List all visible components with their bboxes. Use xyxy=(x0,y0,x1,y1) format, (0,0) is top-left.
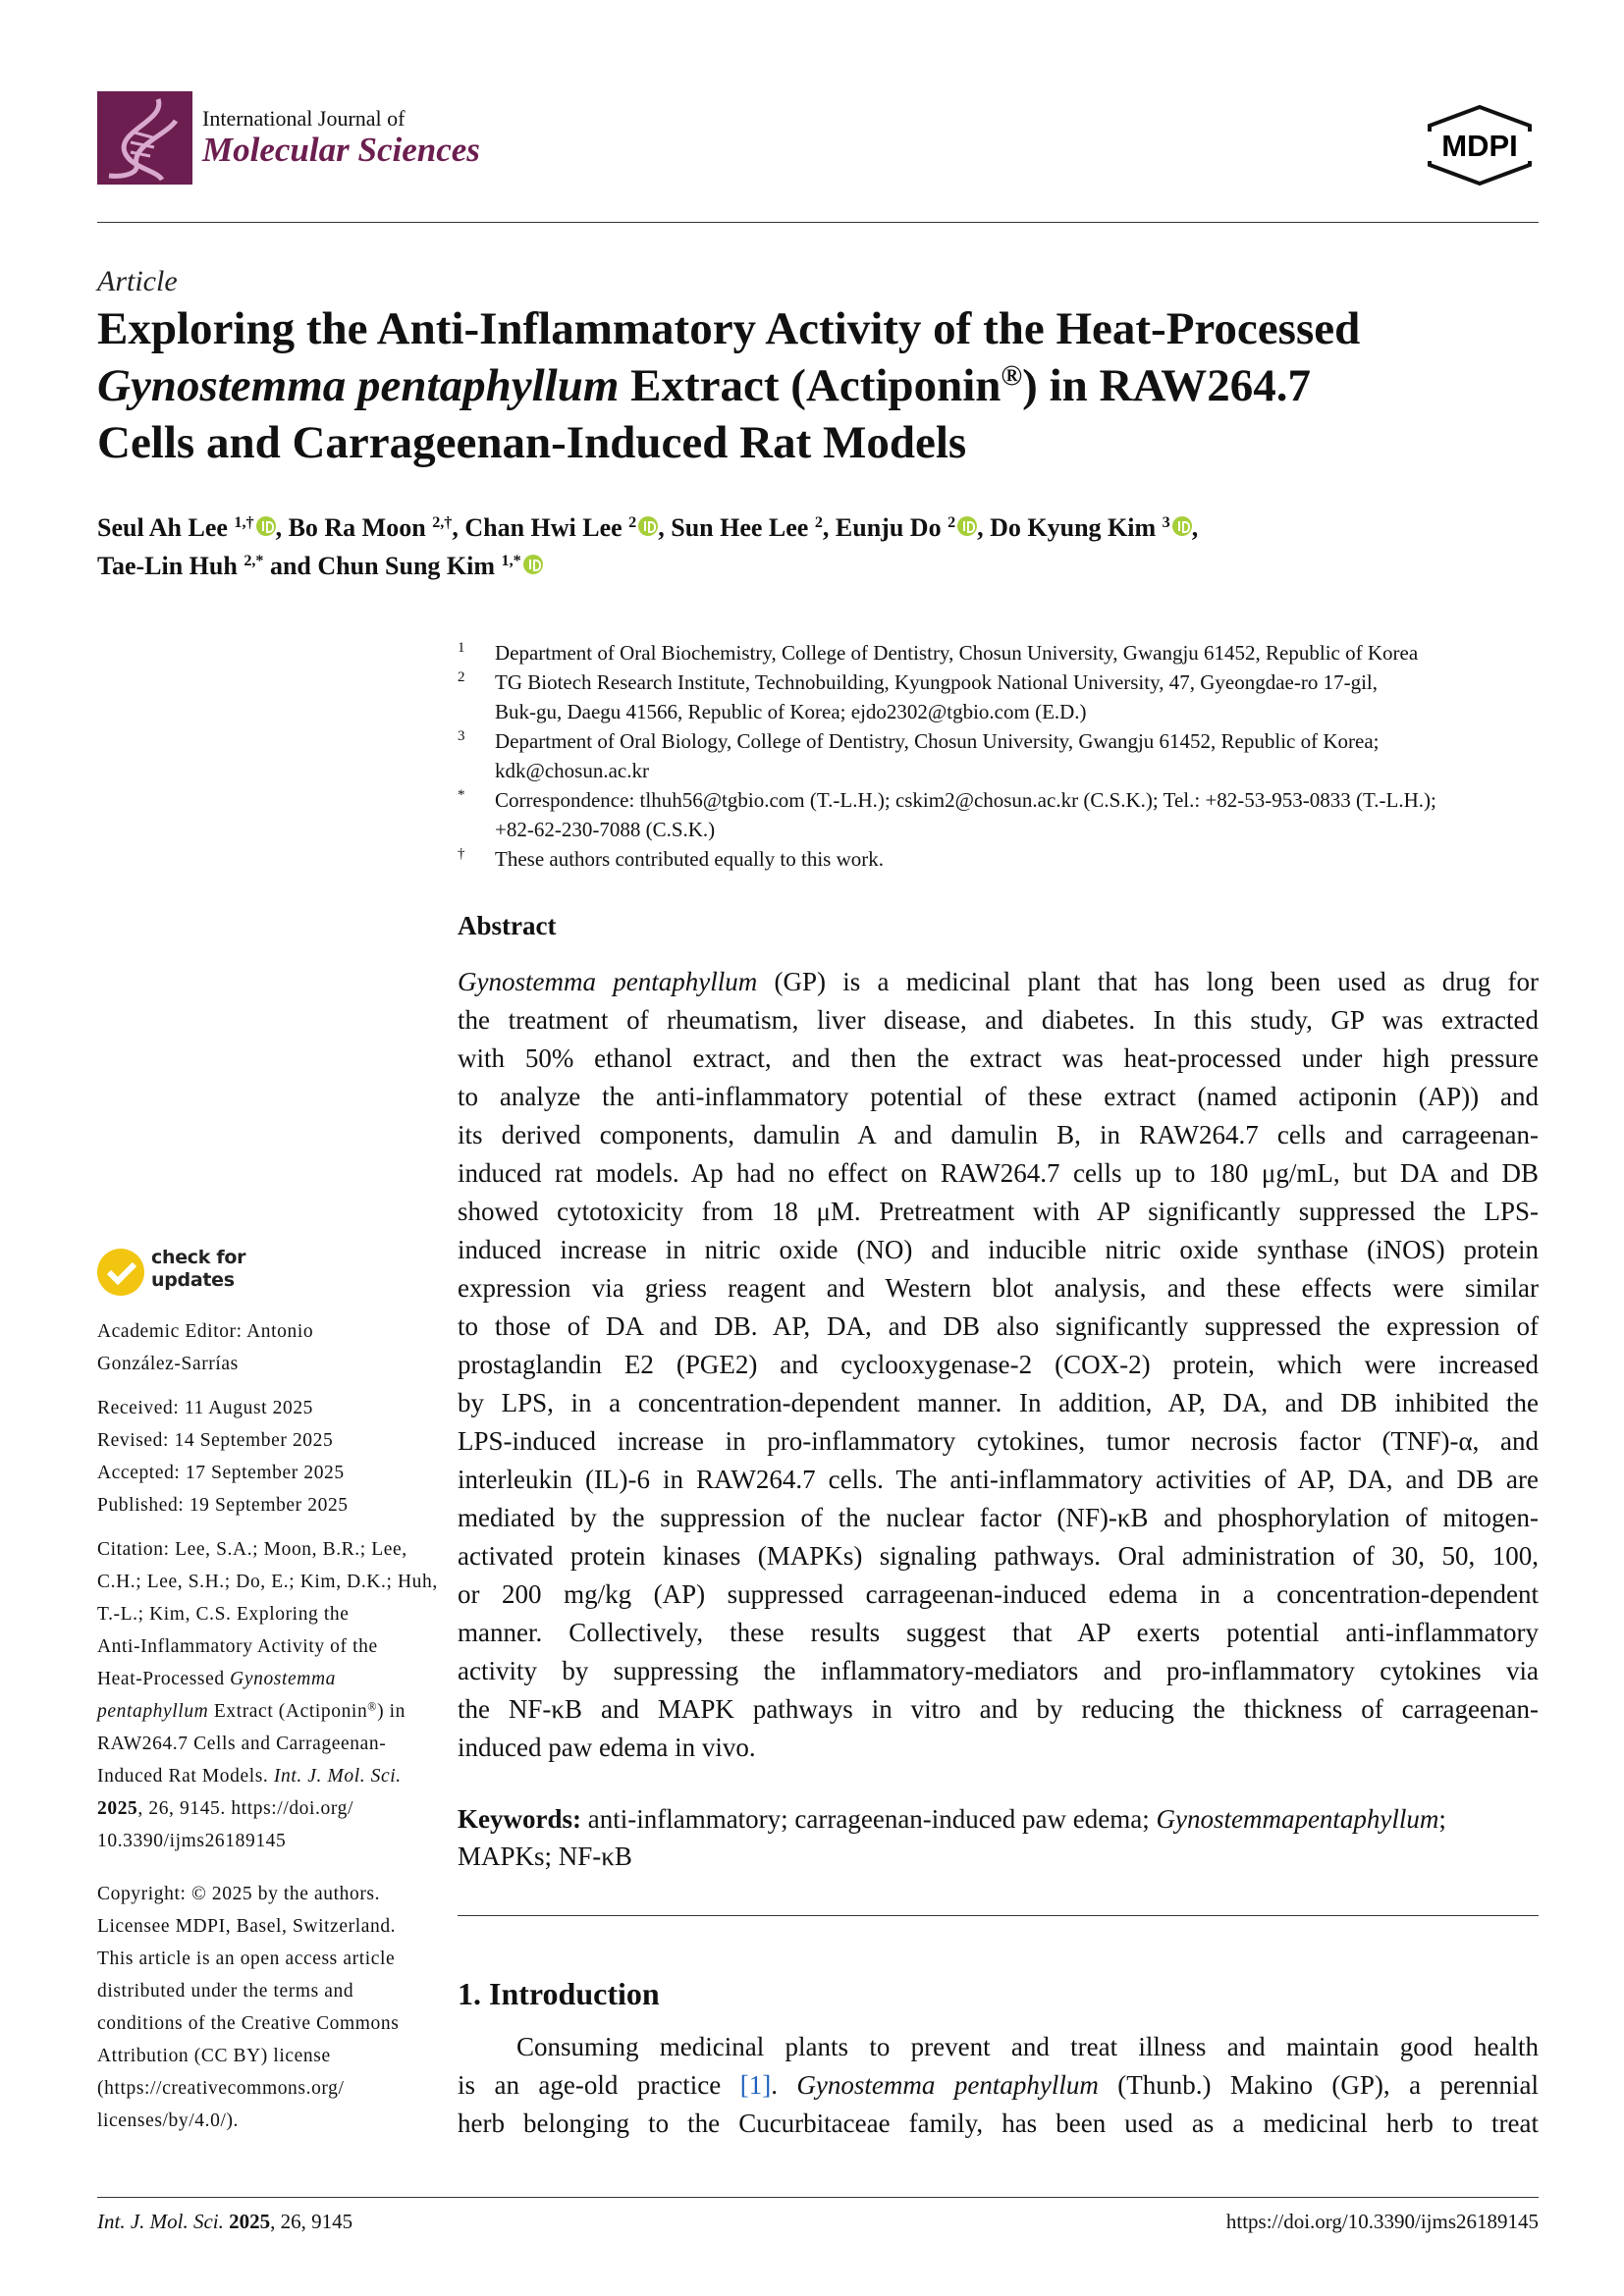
text-run: expression via griess reagent and Western blot analysis, and these effects were similar xyxy=(458,1273,1539,1303)
abstract-heading: Abstract xyxy=(458,911,557,940)
text-run: licenses/by/4.0/). xyxy=(97,2110,240,2131)
affiliation-line: TG Biotech Research Institute, Technobuilding, Kyungpook National University, 47, Gyeongdae-ro 17-gil, xyxy=(495,670,1379,694)
affiliation-item xyxy=(458,785,1547,844)
text-run: Published: 19 September 2025 xyxy=(97,1495,349,1516)
affiliation-marker: 2 xyxy=(458,669,465,685)
text-line xyxy=(458,1308,1539,1346)
text-line xyxy=(97,1663,431,1695)
affiliation-marker: 1 xyxy=(458,640,465,656)
affiliations xyxy=(458,638,1547,874)
text-line xyxy=(458,2028,1539,2066)
journal-name-line2: Molecular Sciences xyxy=(202,131,480,169)
affiliation-line: Correspondence: tlhuh56@tgbio.com (T.-L.H.); cskim2@chosun.ac.kr (C.S.K.); Tel.: +82-53-953-0833 (T.-L.H.); xyxy=(495,788,1436,812)
affiliation-item xyxy=(458,638,1547,667)
text-run: Seul Ah Lee xyxy=(97,513,235,542)
author-list xyxy=(97,508,1198,585)
affiliation-line: Department of Oral Biology, College of Dentistry, Chosun University, Gwangju 61452, Republic of Korea; xyxy=(495,729,1380,753)
bold-text: Keywords: xyxy=(458,1804,581,1834)
text-run: Accepted: 17 September 2025 xyxy=(97,1463,345,1483)
text-run: induced rat models. Ap had no effect on RAW264.7 cells up to 180 μg/mL, but DA and DB xyxy=(458,1158,1539,1188)
text-run: RAW264.7 Cells and Carrageenan- xyxy=(97,1734,387,1754)
text-line xyxy=(458,1078,1539,1116)
text-run: Citation: Lee, S.A.; Moon, B.R.; Lee, xyxy=(97,1539,407,1560)
text-run: conditions of the Creative Commons xyxy=(97,2013,400,2034)
text-line xyxy=(97,1825,431,1857)
text-line xyxy=(458,2105,1539,2143)
journal-name xyxy=(202,106,480,169)
affiliation-line: +82-62-230-7088 (C.S.K.) xyxy=(495,818,716,841)
text-run: González-Sarrías xyxy=(97,1354,239,1374)
text-run: Tae-Lin Huh xyxy=(97,552,244,580)
text-run: (https://creativecommons.org/ xyxy=(97,2078,345,2099)
mdpi-logo xyxy=(1420,104,1540,187)
affiliation-line: kdk@chosun.ac.kr xyxy=(495,759,649,782)
italic-text: Int. J. Mol. Sci. xyxy=(97,2210,224,2233)
text-line xyxy=(97,1489,431,1522)
text-line xyxy=(97,357,1550,414)
dna-icon xyxy=(97,91,192,185)
affiliation-item xyxy=(458,726,1547,785)
bold-text: 2025 xyxy=(97,1798,138,1819)
text-run: , Bo Ra Moon xyxy=(275,513,433,542)
text-run: mediated by the suppression of the nuclear factor (NF)-κB and phosphorylation of mitogen- xyxy=(458,1503,1539,1532)
superscript: 2 xyxy=(947,514,956,532)
text-line xyxy=(458,1838,1539,1875)
text-line xyxy=(458,1269,1539,1308)
text-line xyxy=(97,508,1198,547)
text-line xyxy=(97,1878,431,1910)
text-run: Copyright: © 2025 by the authors. xyxy=(97,1884,381,1904)
text-run: activity by suppressing the inflammatory-mediators and pro-inflammatory cytokines via xyxy=(458,1656,1539,1685)
text-run: , Chan Hwi Lee xyxy=(452,513,629,542)
text-line xyxy=(458,1116,1539,1154)
text-line xyxy=(458,1499,1539,1537)
text-line xyxy=(97,2105,431,2137)
italic-text: pentaphyllum xyxy=(97,1701,209,1722)
journal-name-line1: International Journal of xyxy=(202,106,406,131)
text-run: anti-inflammatory; carrageenan-induced paw edema; xyxy=(580,1804,1157,1834)
text-run: manner. Collectively, these results suggest that AP exerts potential anti-inflammatory xyxy=(458,1618,1539,1647)
article-type: Article xyxy=(97,265,178,297)
text-line xyxy=(97,1630,431,1663)
sidebar-editor xyxy=(97,1315,431,1380)
text-run: Induced Rat Models. xyxy=(97,1766,274,1787)
text-run: and Chun Sung Kim xyxy=(263,552,502,580)
text-run: the NF-κB and MAPK pathways in vitro and by reducing the thickness of carrageenan- xyxy=(458,1694,1539,1724)
text-line xyxy=(458,1193,1539,1231)
text-run: Revised: 14 September 2025 xyxy=(97,1430,334,1451)
text-run: , Eunju Do xyxy=(822,513,948,542)
text-run: This article is an open access article xyxy=(97,1949,396,1969)
orcid-icon[interactable] xyxy=(1172,516,1192,536)
section-divider xyxy=(458,1915,1539,1916)
text-line xyxy=(458,1422,1539,1461)
text-run: by LPS, in a concentration-dependent manner. In addition, AP, DA, and DB inhibited the xyxy=(458,1388,1539,1417)
introduction-body xyxy=(458,2028,1539,2143)
bold-text: 2025 xyxy=(229,2210,271,2233)
italic-text: Gynostemma pentaphyllum xyxy=(97,360,620,411)
text-line xyxy=(458,1040,1539,1078)
italic-text: Gynostemma xyxy=(230,1669,336,1689)
text-run: distributed under the terms and xyxy=(97,1981,354,2002)
superscript: 2,† xyxy=(432,514,453,532)
footer-citation xyxy=(97,2210,352,2234)
text-line xyxy=(97,1792,431,1825)
sidebar-copyright xyxy=(97,1878,431,2137)
text-run: its derived components, damulin A and damulin B, in RAW264.7 cells and carrageenan- xyxy=(458,1120,1539,1149)
orcid-icon[interactable] xyxy=(957,516,977,536)
introduction-heading: 1. Introduction xyxy=(458,1976,660,2011)
text-line xyxy=(97,1760,431,1792)
italic-text: Gynostemma pentaphyllum xyxy=(796,2070,1099,2100)
text-line xyxy=(97,1566,438,1598)
journal-logo xyxy=(97,91,192,185)
text-line xyxy=(97,2072,431,2105)
text-line xyxy=(97,1392,431,1424)
text-run: , Sun Hee Lee xyxy=(658,513,815,542)
text-run: ) in xyxy=(377,1701,406,1722)
italic-text: Int. J. Mol. Sci. xyxy=(273,1766,402,1787)
text-line xyxy=(458,1800,1539,1838)
text-run: T.-L.; Kim, C.S. Exploring the xyxy=(97,1604,350,1625)
text-line xyxy=(97,1695,431,1728)
text-line xyxy=(458,2066,1539,2105)
text-run: (GP) is a medicinal plant that has long been used as drug for xyxy=(757,967,1539,996)
sidebar-citation xyxy=(97,1533,438,1857)
text-run: Heat-Processed xyxy=(97,1669,231,1689)
text-line xyxy=(97,300,1550,357)
text-line xyxy=(97,1598,431,1630)
affiliation-line: Department of Oral Biochemistry, College of Dentistry, Chosun University, Gwangju 61452, Republic of Korea xyxy=(495,641,1419,665)
text-line xyxy=(97,1457,431,1489)
text-run: showed cytotoxicity from 18 μM. Pretreatment with AP significantly suppressed the LPS- xyxy=(458,1197,1539,1226)
text-line xyxy=(458,1461,1539,1499)
superscript: ® xyxy=(1001,359,1023,392)
text-run: prostaglandin E2 (PGE2) and cyclooxygenase-2 (COX-2) protein, which were increased xyxy=(458,1350,1539,1379)
text-run: interleukin (IL)-6 in RAW264.7 cells. The anti-inflammatory activities of AP, DA, and DB are xyxy=(458,1465,1539,1494)
text-line xyxy=(458,1384,1539,1422)
superscript: 2,* xyxy=(244,553,264,570)
text-run: 10.3390/ijms26189145 xyxy=(97,1831,287,1851)
sidebar-dates xyxy=(97,1392,431,1522)
text-line xyxy=(97,547,1198,585)
article-title xyxy=(97,300,1550,471)
text-run: is an age-old practice xyxy=(458,2070,740,2100)
text-run: Extract (Actiponin xyxy=(619,360,1001,411)
superscript: ® xyxy=(367,1699,378,1714)
affiliation-marker: * xyxy=(458,787,465,803)
mdpi-logo-text: MDPI xyxy=(1441,129,1518,163)
italic-text: Gynostemmapentaphyllum xyxy=(1156,1804,1439,1834)
text-line xyxy=(97,2040,431,2072)
text-line xyxy=(458,1537,1539,1575)
text-run: , 26, 9145 xyxy=(270,2210,353,2233)
superscript: 1,* xyxy=(501,553,521,570)
header-divider xyxy=(97,222,1539,223)
affiliation-marker: 3 xyxy=(458,728,465,744)
text-run: C.H.; Lee, S.H.; Do, E.; Kim, D.K.; Huh, xyxy=(97,1572,438,1592)
text-line xyxy=(458,1690,1539,1729)
text-line xyxy=(97,1943,431,1975)
keywords xyxy=(458,1800,1539,1875)
text-run: ; xyxy=(1438,1804,1446,1834)
text-run: with 50% ethanol extract, and then the extract was heat-processed under high pressure xyxy=(458,1043,1539,1073)
check-for-updates-badge[interactable] xyxy=(97,1245,254,1300)
text-line xyxy=(97,1975,431,2007)
text-line xyxy=(458,1001,1539,1040)
footer-doi-link[interactable]: https://doi.org/10.3390/ijms26189145 xyxy=(1225,2210,1539,2233)
text-run: activated protein kinases (MAPKs) signaling pathways. Oral administration of 30, 50, 100, xyxy=(458,1541,1539,1571)
text-line xyxy=(97,1315,431,1348)
text-run: induced paw edema in vivo. xyxy=(458,1733,756,1762)
text-run: Exploring the Anti-Inflammatory Activity of the Heat-Processed xyxy=(97,303,1361,354)
affiliation-item xyxy=(458,844,1547,874)
text-line xyxy=(97,414,1550,471)
superscript: 2 xyxy=(628,514,637,532)
text-line xyxy=(458,1154,1539,1193)
text-line xyxy=(97,1728,431,1760)
text-line xyxy=(458,1652,1539,1690)
affiliation-line: These authors contributed equally to this work. xyxy=(495,847,884,871)
text-run: Licensee MDPI, Basel, Switzerland. xyxy=(97,1916,397,1937)
text-run: or 200 mg/kg (AP) suppressed carrageenan-induced edema in a concentration-dependent xyxy=(458,1579,1539,1609)
text-line xyxy=(458,1614,1539,1652)
text-line xyxy=(97,1533,431,1566)
text-line xyxy=(458,963,1539,1001)
affiliation-item xyxy=(458,667,1547,726)
text-run: , xyxy=(1191,513,1199,542)
text-run: ) in RAW264.7 xyxy=(1022,360,1311,411)
text-run: herb belonging to the Cucurbitaceae family, has been used as a medicinal herb to treat xyxy=(458,2109,1539,2138)
superscript: 3 xyxy=(1162,514,1170,532)
text-line xyxy=(97,1424,431,1457)
text-run: Attribution (CC BY) license xyxy=(97,2046,331,2066)
text-run: . xyxy=(771,2070,797,2100)
text-run: (Thunb.) Makino (GP), a perennial xyxy=(1098,2070,1540,2100)
text-run: induced increase in nitric oxide (NO) and inducible nitric oxide synthase (iNOS) protein xyxy=(458,1235,1539,1264)
text-run: Cells and Carrageenan-Induced Rat Models xyxy=(97,417,967,468)
text-run: to analyze the anti-inflammatory potential of these extract (named actiponin (AP)) and xyxy=(458,1082,1539,1111)
text-line xyxy=(458,1231,1539,1269)
italic-text: Gynostemma pentaphyllum xyxy=(458,967,758,996)
orcid-icon[interactable] xyxy=(638,516,658,536)
text-run: to those of DA and DB. AP, DA, and DB also significantly suppressed the expression of xyxy=(458,1311,1539,1341)
text-run: MAPKs; NF-κB xyxy=(458,1842,632,1871)
text-run: Extract (Actiponin xyxy=(208,1701,368,1722)
text-run: , Do Kyung Kim xyxy=(977,513,1163,542)
text-run: Anti-Inflammatory Activity of the xyxy=(97,1636,378,1657)
text-line xyxy=(97,2007,431,2040)
text-line xyxy=(97,1910,431,1943)
check-icon xyxy=(97,1249,144,1296)
abstract-body xyxy=(458,963,1539,1767)
text-line xyxy=(97,1348,431,1380)
orcid-icon[interactable] xyxy=(523,555,543,574)
affiliation-line: Buk-gu, Daegu 41566, Republic of Korea; ejdo2302@tgbio.com (E.D.) xyxy=(495,700,1087,723)
affiliation-marker: † xyxy=(458,846,465,862)
text-line xyxy=(458,1575,1539,1614)
check-for-updates-label: check for updates xyxy=(151,1247,246,1291)
superscript: 2 xyxy=(814,514,823,532)
text-line xyxy=(458,1346,1539,1384)
footer-divider xyxy=(97,2197,1539,2198)
reference-link[interactable]: [1] xyxy=(739,2070,772,2100)
text-run: , 26, 9145. https://doi.org/ xyxy=(137,1798,353,1819)
text-run: the treatment of rheumatism, liver disease, and diabetes. In this study, GP was extracted xyxy=(458,1005,1539,1035)
text-run: Consuming medicinal plants to prevent and treat illness and maintain good health xyxy=(516,2032,1539,2061)
orcid-icon[interactable] xyxy=(256,516,276,536)
text-run: LPS-induced increase in pro-inflammatory cytokines, tumor necrosis factor (TNF)-α, and xyxy=(458,1426,1539,1456)
text-run: Received: 11 August 2025 xyxy=(97,1398,314,1418)
text-run: Academic Editor: Antonio xyxy=(97,1321,314,1342)
text-line xyxy=(458,1729,1539,1767)
superscript: 1,† xyxy=(234,514,254,532)
